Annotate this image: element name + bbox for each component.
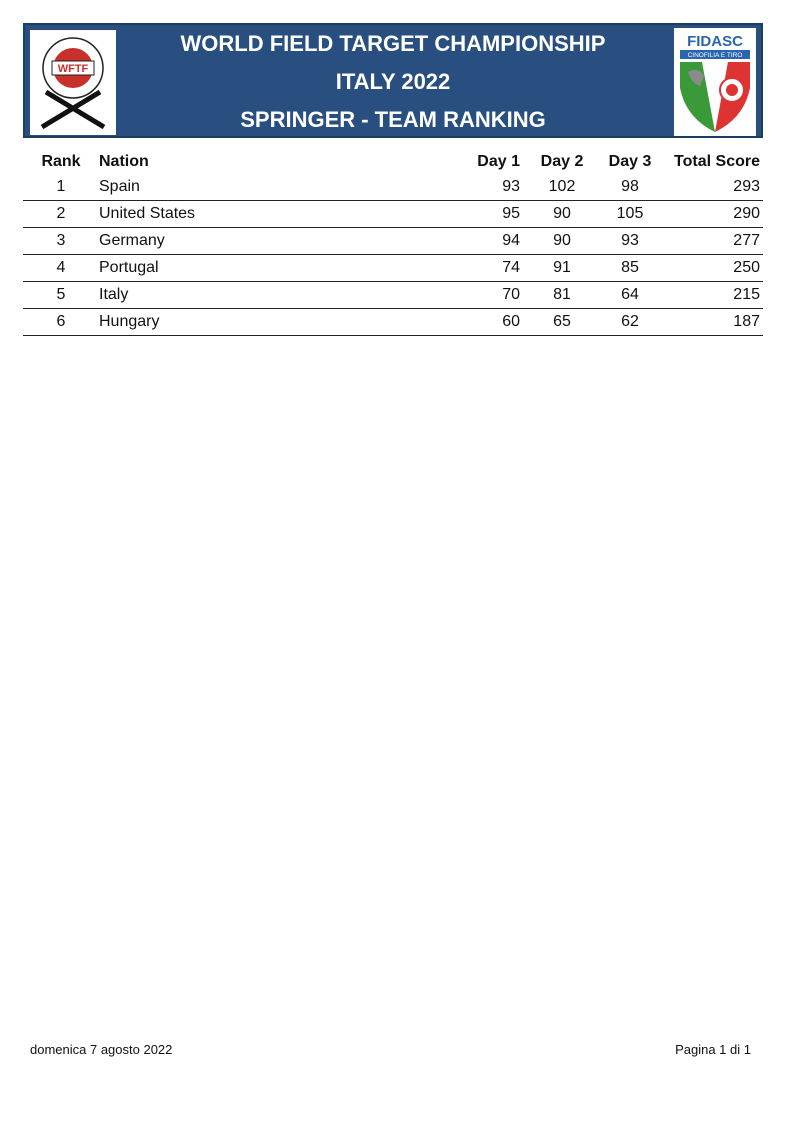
cell-day2: 90 (528, 201, 596, 228)
cell-rank: 5 (23, 282, 99, 309)
cell-day3: 62 (596, 309, 664, 336)
team-ranking-table (23, 150, 763, 336)
cell-day3: 105 (596, 201, 664, 228)
col-total: Total Score (674, 153, 760, 170)
col-day2: Day 2 (540, 153, 584, 170)
col-day1: Day 1 (477, 153, 520, 170)
cell-day3: 93 (596, 228, 664, 255)
cell-nation: Spain (99, 174, 450, 201)
wftf-logo (30, 30, 116, 135)
cell-total: 293 (664, 174, 763, 201)
event-location-title: ITALY 2022 (335, 69, 451, 94)
cell-total: 215 (664, 282, 763, 309)
header-titles (125, 25, 661, 136)
table-row (23, 282, 763, 309)
fidasc-shield-icon (674, 28, 756, 136)
cell-day1: 60 (450, 309, 528, 336)
cell-day1: 94 (450, 228, 528, 255)
cell-day1: 93 (450, 174, 528, 201)
cell-rank: 1 (23, 174, 99, 201)
cell-total: 290 (664, 201, 763, 228)
cell-day2: 81 (528, 282, 596, 309)
cell-total: 277 (664, 228, 763, 255)
cell-day2: 91 (528, 255, 596, 282)
table-row (23, 255, 763, 282)
col-day3: Day 3 (608, 153, 652, 170)
cell-day2: 102 (528, 174, 596, 201)
table-header-row (23, 150, 763, 174)
cell-rank: 6 (23, 309, 99, 336)
col-rank: Rank (41, 153, 81, 170)
cell-nation: Germany (99, 228, 450, 255)
cell-day3: 85 (596, 255, 664, 282)
wftf-emblem-icon (30, 30, 116, 135)
svg-text:FIDASC: FIDASC (687, 33, 743, 50)
cell-day1: 95 (450, 201, 528, 228)
svg-text:WFTF: WFTF (57, 63, 89, 75)
cell-day2: 65 (528, 309, 596, 336)
cell-day1: 74 (450, 255, 528, 282)
svg-text:CINOFILIA E TIRO: CINOFILIA E TIRO (687, 52, 743, 59)
cell-rank: 2 (23, 201, 99, 228)
cell-nation: United States (99, 201, 450, 228)
cell-day3: 64 (596, 282, 664, 309)
cell-nation: Italy (99, 282, 450, 309)
cell-nation: Hungary (99, 309, 450, 336)
table-row (23, 309, 763, 336)
col-nation: Nation (99, 153, 149, 170)
cell-day1: 70 (450, 282, 528, 309)
table-row (23, 174, 763, 201)
table-row (23, 201, 763, 228)
fidasc-logo (674, 28, 756, 136)
championship-title: WORLD FIELD TARGET CHAMPIONSHIP (180, 31, 606, 56)
header-banner (23, 23, 763, 138)
cell-total: 187 (664, 309, 763, 336)
cell-day3: 98 (596, 174, 664, 201)
table-row (23, 228, 763, 255)
cell-day2: 90 (528, 228, 596, 255)
cell-rank: 3 (23, 228, 99, 255)
cell-rank: 4 (23, 255, 99, 282)
footer-date: domenica 7 agosto 2022 (30, 1042, 173, 1057)
cell-total: 250 (664, 255, 763, 282)
cell-nation: Portugal (99, 255, 450, 282)
ranking-title: SPRINGER - TEAM RANKING (240, 107, 546, 132)
footer-page-number: Pagina 1 di 1 (675, 1042, 751, 1057)
